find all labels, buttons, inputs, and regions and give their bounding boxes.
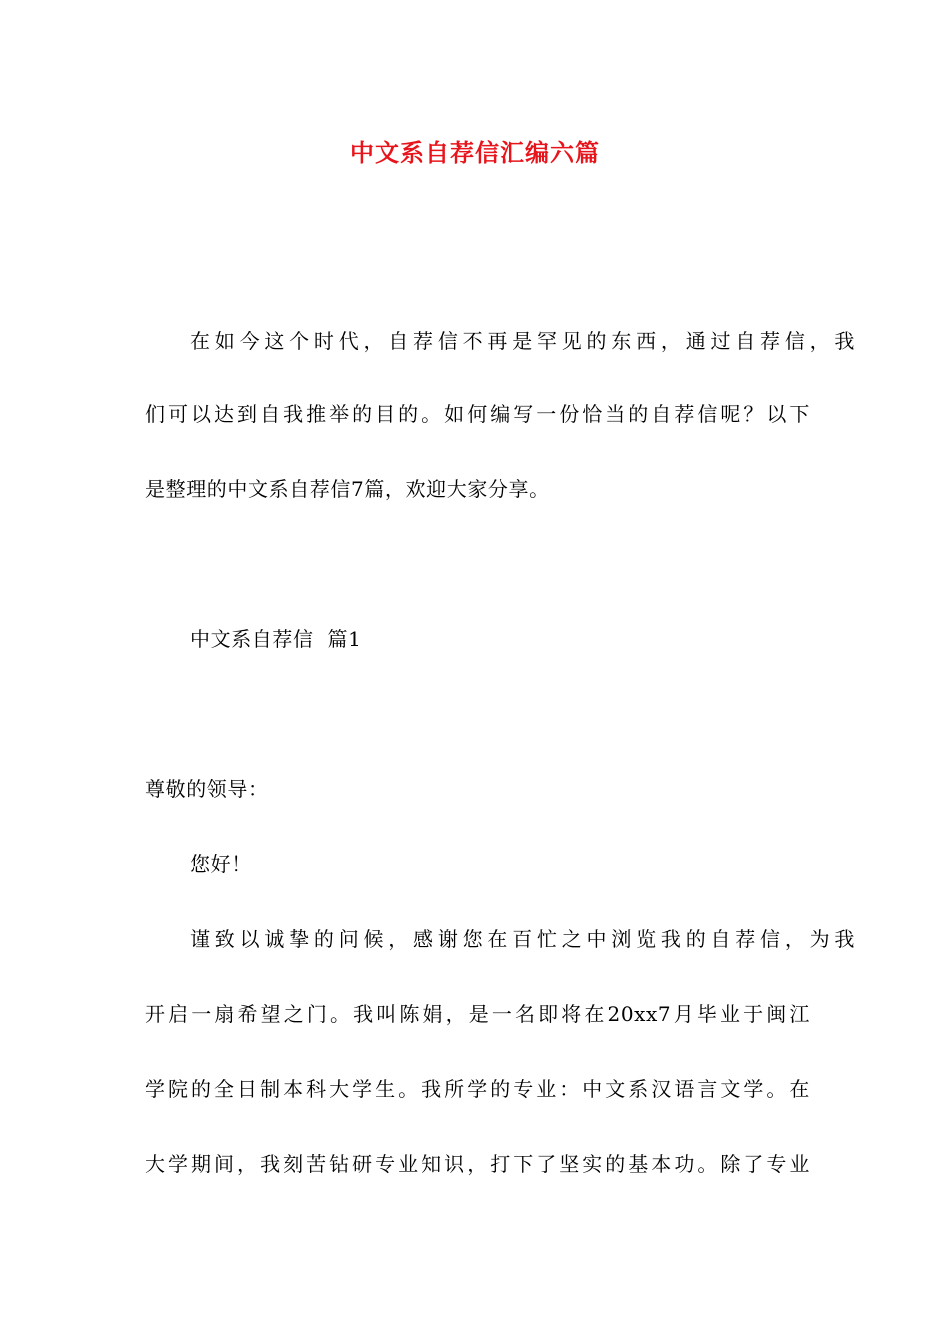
body-line-1: 谨致以诚挚的问候，感谢您在百忙之中浏览我的自荐信，为我 [190, 927, 855, 951]
body-line-2: 开启一扇希望之门。我叫陈娟，是一名即将在20xx7月毕业于闽江 [145, 1002, 810, 1026]
greeting: 您好！ [190, 852, 252, 876]
section-heading: 中文系自荐信 篇1 [190, 627, 362, 651]
salutation: 尊敬的领导： [145, 777, 269, 801]
body-line-3: 学院的全日制本科大学生。我所学的专业：中文系汉语言文学。在 [145, 1077, 810, 1101]
intro-line-2: 们可以达到自我推举的目的。如何编写一份恰当的自荐信呢？以下 [145, 402, 810, 426]
intro-line-3: 是整理的中文系自荐信7篇，欢迎大家分享。 [145, 477, 550, 501]
document-title: 中文系自荐信汇编六篇 [350, 139, 600, 167]
intro-line-1: 在如今这个时代，自荐信不再是罕见的东西，通过自荐信，我 [190, 329, 855, 353]
body-line-4: 大学期间，我刻苦钻研专业知识，打下了坚实的基本功。除了专业 [145, 1152, 810, 1176]
